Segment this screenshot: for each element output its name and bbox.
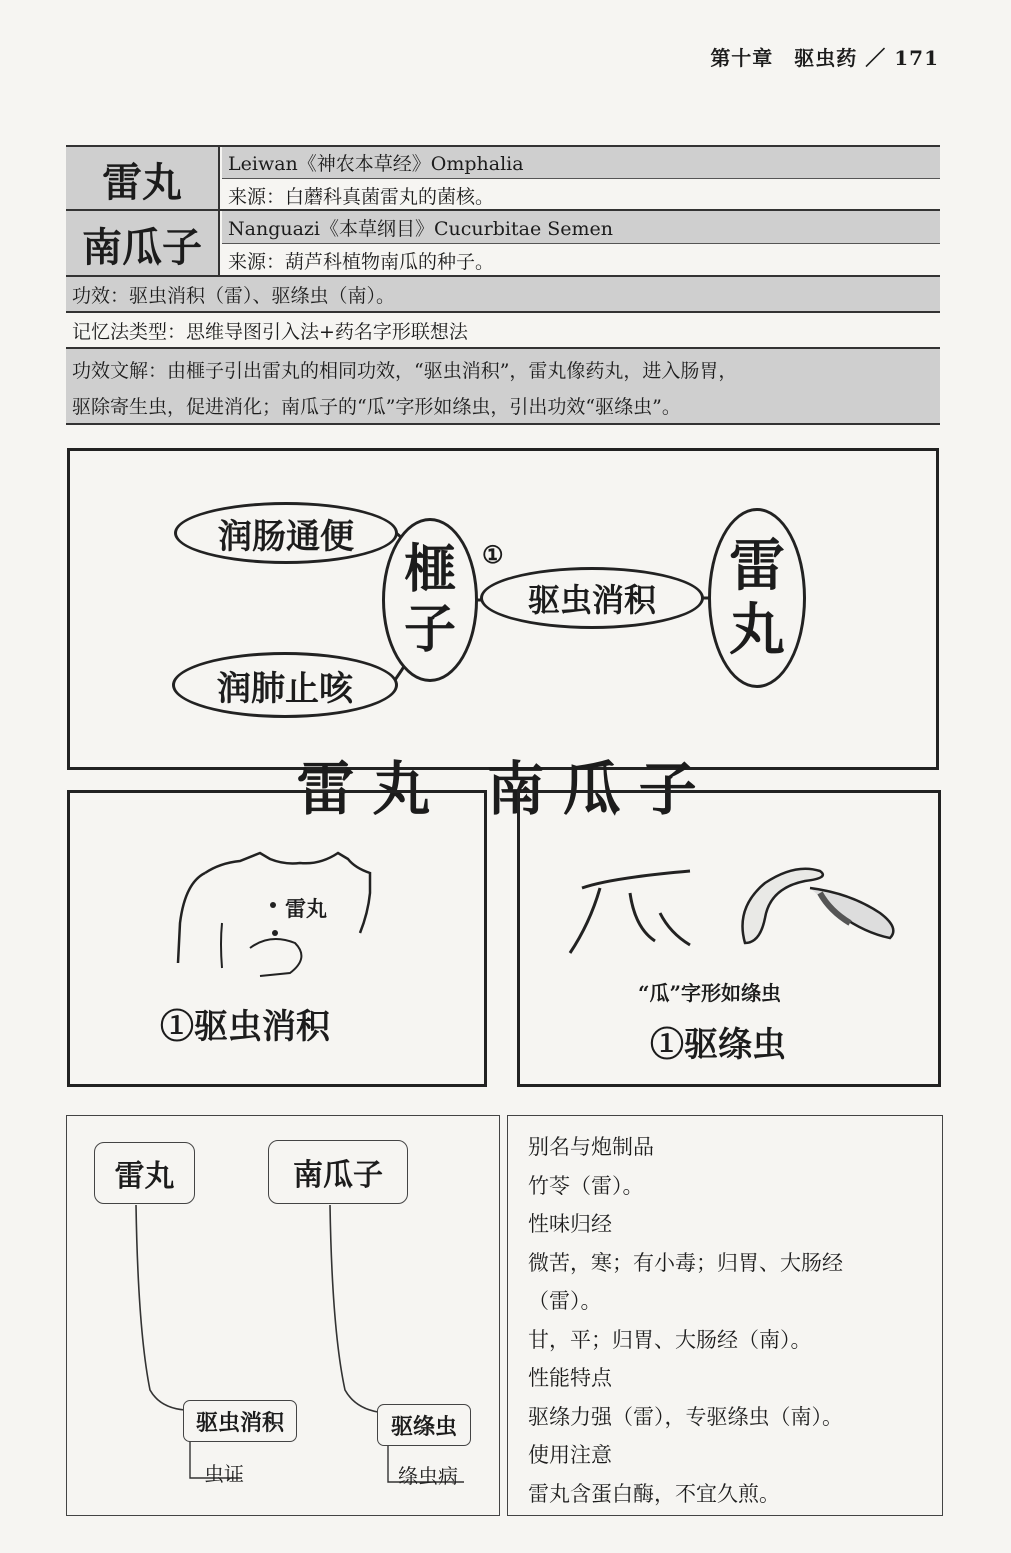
- big-title: 雷丸 南瓜子: [296, 755, 715, 823]
- explanation-line-1: 功效文解：由榧子引出雷丸的相同功效，“驱虫消积”，雷丸像药丸，进入肠胃，: [72, 360, 738, 382]
- mindmap-node-left-top: 润肠通便: [174, 502, 398, 564]
- detail-nature-2: 甘，平；归胃、大肠经（南）。: [528, 1327, 812, 1352]
- mindmap-node-left-bottom: 润肺止咳: [172, 652, 398, 718]
- detail-heading-aliases: 别名与炮制品: [528, 1135, 654, 1159]
- mindmap-center-char: 榧: [403, 539, 456, 600]
- mindmap-right-char: 雷: [729, 533, 785, 599]
- herb-pinyin-line: Nanguazi《本草纲目》Cucurbitae Semen: [222, 211, 940, 244]
- explanation-line-2: 驱除寄生虫，促进消化；南瓜子的“瓜”字形如绦虫，引出功效“驱绦虫”。: [72, 396, 681, 418]
- herb-pinyin-line: Leiwan《神农本草经》Omphalia: [222, 147, 940, 179]
- tree-node-nanguazi: 南瓜子: [268, 1140, 408, 1204]
- panel-note: “瓜”字形如绦虫: [638, 981, 782, 1005]
- detail-nature-1: 微苦，寒；有小毒；归胃、大肠经: [528, 1250, 843, 1275]
- tree-leaf-1: 驱虫消积: [183, 1400, 297, 1442]
- tree-leaf-2: 驱绦虫: [377, 1404, 471, 1446]
- figure-label: 雷丸: [285, 896, 327, 921]
- mindmap-right-char: 丸: [729, 597, 785, 663]
- herb-name: 雷丸: [66, 147, 220, 211]
- panel-caption: ①驱虫消积: [160, 1007, 330, 1047]
- detail-nature-1b: （雷）。: [528, 1289, 602, 1313]
- panel-caption: ①驱绦虫: [650, 1025, 786, 1065]
- detail-aliases: 竹苓（雷）。: [528, 1173, 644, 1198]
- herb-source: 来源：葫芦科植物南瓜的种子。: [228, 251, 495, 273]
- detail-cautions: 雷丸含蛋白酶，不宜久煎。: [528, 1481, 780, 1506]
- mindmap-center-char: 子: [403, 599, 456, 660]
- tree-node-leiwan: 雷丸: [94, 1142, 195, 1204]
- detail-heading-cautions: 使用注意: [528, 1443, 612, 1467]
- herb-source: 来源：白蘑科真菌雷丸的菌核。: [228, 185, 495, 208]
- efficacy-line: 功效：驱虫消积（雷）、驱绦虫（南）。: [66, 275, 940, 311]
- detail-features: 驱绦力强（雷），专驱绦虫（南）。: [528, 1404, 843, 1429]
- tree-leaf-1-sub: 虫证: [204, 1462, 244, 1486]
- tree-leaf-2-sub: 绦虫病: [398, 1464, 458, 1488]
- running-header: 第十章 驱虫药 ／ 171: [710, 46, 939, 70]
- memory-type-line: 记忆法类型：思维导图引入法+药名字形联想法: [66, 311, 940, 347]
- detail-heading-nature: 性味归经: [528, 1212, 612, 1236]
- detail-heading-features: 性能特点: [528, 1366, 612, 1390]
- mindmap-number: ①: [482, 540, 504, 569]
- herb-name: 南瓜子: [66, 211, 220, 277]
- details-panel: [507, 1115, 943, 1516]
- mindmap-node-middle: 驱虫消积: [480, 567, 704, 629]
